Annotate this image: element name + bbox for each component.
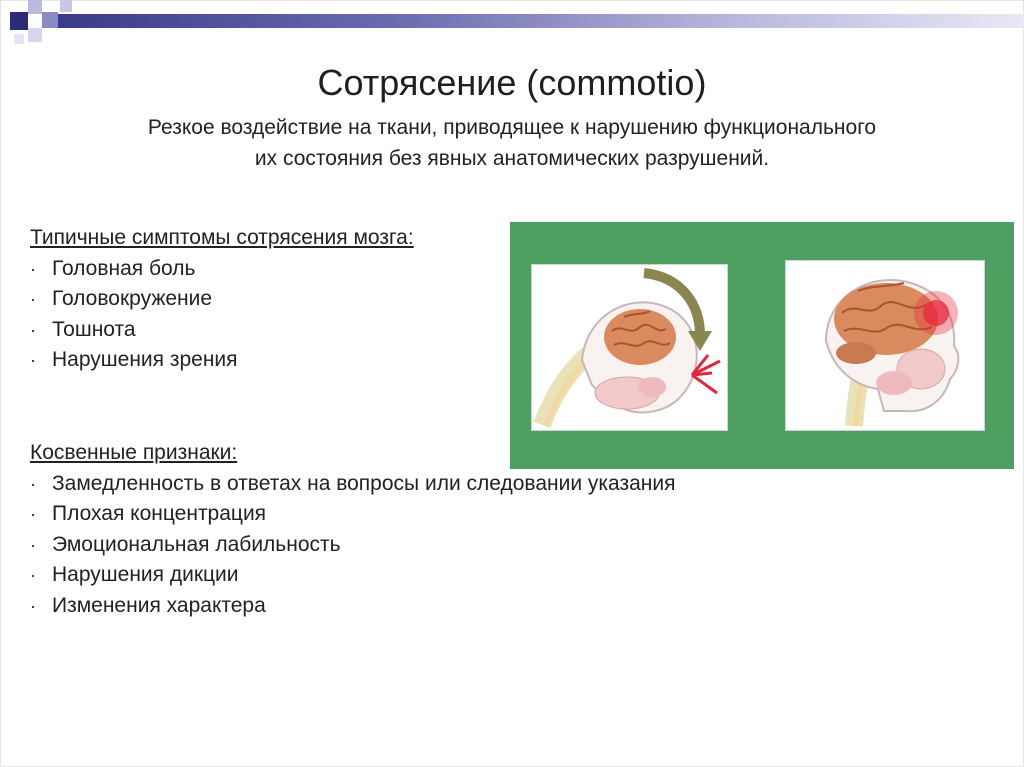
symptom-item: · Головокружение bbox=[30, 284, 414, 315]
subtitle-line: их состояния без явных анатомических разрушений. bbox=[254, 147, 770, 170]
symptoms-section bbox=[30, 223, 414, 376]
impact-diagram-left bbox=[531, 264, 728, 431]
impact-diagram-right bbox=[785, 260, 985, 431]
symptom-item: · Нарушения зрения bbox=[30, 345, 414, 376]
corner-decoration bbox=[0, 0, 80, 60]
sign-item: · Изменения характера bbox=[30, 591, 676, 622]
sign-item: · Плохая концентрация bbox=[30, 499, 676, 530]
header-bar bbox=[58, 14, 1024, 28]
symptom-item: · Головная боль bbox=[30, 254, 414, 285]
subtitle-line: Резкое воздействие на ткани, приводящее к нарушению функционального bbox=[147, 116, 877, 139]
slide-title: Сотрясение (commotio) bbox=[317, 62, 707, 103]
sign-item: · Нарушения дикции bbox=[30, 560, 676, 591]
indirect-signs-heading: Косвенные признаки: bbox=[30, 441, 238, 464]
slide-subtitle bbox=[62, 112, 962, 174]
symptom-item: · Тошнота bbox=[30, 315, 414, 346]
sign-item: · Эмоциональная лабильность bbox=[30, 530, 676, 561]
sign-item: · Замедленность в ответах на вопросы или следовании указания bbox=[30, 469, 676, 500]
concussion-illustration bbox=[510, 222, 1014, 469]
symptoms-heading: Типичные симптомы сотрясения мозга: bbox=[30, 226, 414, 249]
